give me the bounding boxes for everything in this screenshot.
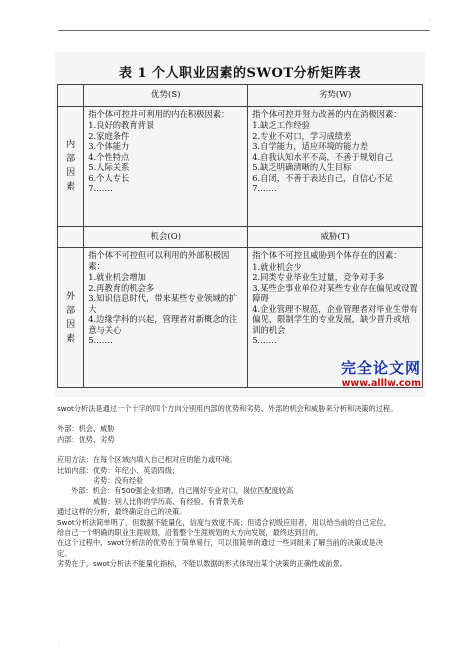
paragraph: 应用方法：在每个区域内填入自己相对应的能力或环境。 xyxy=(57,455,237,465)
watermark-url: www.alllw.com xyxy=(341,378,421,389)
list-item: 1.良好的教育背景 xyxy=(88,120,155,130)
external-factors-label: 外 部 因 素 xyxy=(58,248,84,388)
paragraph: 通过这样的分析，最终确定自己的决策。 xyxy=(57,507,187,517)
corner-cell xyxy=(58,85,84,107)
watermark-name: 完全论文网 xyxy=(340,359,421,377)
paragraph: 威胁：别人比你的学历高、有经验、有背景关系 xyxy=(93,496,244,506)
list-item: 3.知识信息时代，带来某些专业领域的扩大 xyxy=(88,293,238,314)
internal-factors-label: 内 部 因 素 xyxy=(58,106,84,226)
list-item: 3.个体能力 xyxy=(88,141,130,151)
list-item: 4.企业管理不规范，企业管理者对毕业生带有偏见，限制学生的专业发展，缺少晋升或培训的机会 xyxy=(252,303,418,335)
strengths-intro: 指个体可控并可利用的内在积极因素： xyxy=(88,108,230,119)
site-watermark xyxy=(341,357,421,389)
paragraph: 劣势在于，swot分析法不能量化指标，不能以数据的形式体现出某个决策的正确性或前景。 xyxy=(57,559,347,569)
spacer-cell xyxy=(58,226,84,248)
paragraph: 外部：机会、威胁 xyxy=(57,424,115,434)
list-item: 6.个人专长 xyxy=(88,172,130,183)
opportunities-intro: 指个体不可控但可以利用的外部积极因素： xyxy=(88,250,230,271)
paragraph: swot分析法是通过一个十字的四个方向分别用内部的优势和劣势、外部的机会和威胁来分析和决策的过程。 xyxy=(57,404,398,413)
list-item: 7.…… xyxy=(252,183,277,193)
scanned-table-image xyxy=(55,52,425,397)
list-item: 6.自闭，不善于表达自己，自信心不足 xyxy=(252,172,393,183)
footer-mark: · xyxy=(58,640,60,647)
table-title: 表 1 个人职业因素的SWOT分析矩阵表 xyxy=(118,66,362,81)
list-item: 5.…… xyxy=(88,335,113,345)
list-item: 3.某些企事业单位对某些专业存在偏见或设置障碍 xyxy=(252,282,418,303)
paragraph: 外部：机会：有500强企业招聘，自己刚好专业对口，岗位匹配度较高 xyxy=(71,486,294,496)
top-rule xyxy=(58,30,430,31)
paragraph: Swot分析法简单明了，但数据不能量化，信度与效度不高；但适合初级应用者，用以给当前的自己定位， xyxy=(57,517,391,527)
paragraph: 定。 xyxy=(57,548,72,558)
header-strengths: 优势(S) xyxy=(84,85,248,107)
list-item: 2.同类专业毕业生过量，竞争对手多 xyxy=(252,272,385,282)
list-item: 2.再教育的机会多 xyxy=(88,282,155,293)
list-item: 2.家庭条件 xyxy=(88,130,130,141)
list-item: 4.边缘学科的兴起，管理者对新概念的注意与关心 xyxy=(88,314,238,335)
list-item: 1.就业机会增加 xyxy=(88,272,146,282)
table-row xyxy=(58,106,423,226)
swot-matrix-table xyxy=(57,84,423,388)
list-item: 4.自我认知水平不高，不善于规划自己 xyxy=(252,151,393,162)
paragraph: 给自己一个明确的职业生涯规划，沿着整个生涯规划的大方向发展，最终达到目的。 xyxy=(57,528,323,538)
paragraph: 劣势：没有经验 xyxy=(93,476,144,486)
list-item: 7.…… xyxy=(88,183,113,193)
threats-intro: 指个体不可控且威胁到个体存在的因素： xyxy=(252,250,402,260)
list-item: 2.专业不对口，学习成绩差 xyxy=(252,130,352,141)
table-row xyxy=(58,85,423,107)
weaknesses-intro: 指个体可控并努力改善的内在消极因素： xyxy=(252,108,402,119)
header-opportunities: 机会(O) xyxy=(84,226,248,248)
list-item: 5.…… xyxy=(252,335,277,345)
list-item: 1.缺乏工作经验 xyxy=(252,120,310,130)
table-row xyxy=(58,226,423,248)
list-item: 4.个性特点 xyxy=(88,151,130,162)
list-item: 3.自学能力，适应环境的能力差 xyxy=(252,141,368,151)
header-weaknesses: 劣势(W) xyxy=(248,85,423,107)
paragraph: 比如内部：优势：年纪小、英语四级； xyxy=(57,465,180,475)
paragraph: 内部：优势、劣势 xyxy=(57,434,115,444)
opportunities-cell xyxy=(84,248,248,388)
strengths-cell xyxy=(84,106,248,226)
weaknesses-cell xyxy=(248,106,423,226)
list-item: 5.人际关系 xyxy=(88,162,130,172)
list-item: 5.缺乏明确清晰的人生目标 xyxy=(252,162,352,172)
body-text xyxy=(57,404,432,570)
paragraph: 在这个过程中，swot分析法的优势在于简单易行，可以很简单的通过一些词组来了解当前的决策或是决 xyxy=(57,538,383,548)
list-item: 1.就业机会少 xyxy=(252,261,302,272)
header-threats: 威胁(T) xyxy=(248,226,423,248)
corner-mark: · xyxy=(429,18,431,25)
